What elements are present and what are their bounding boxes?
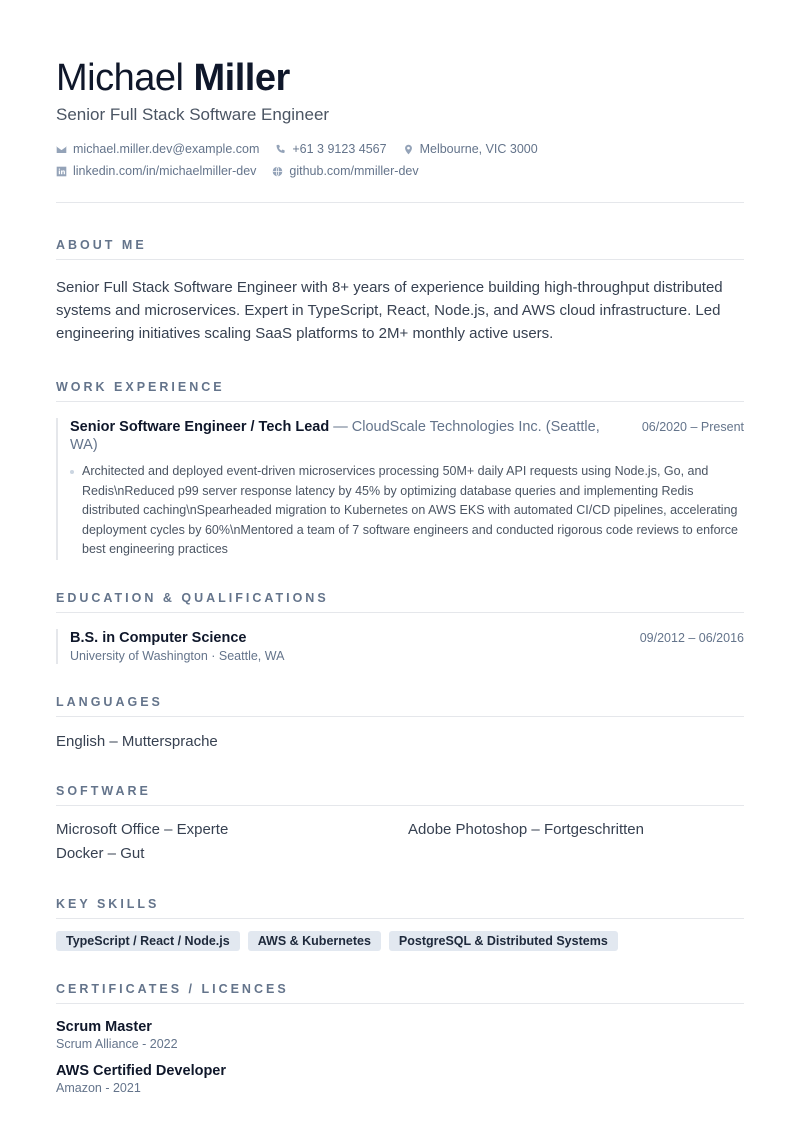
language-item: English – Muttersprache — [56, 732, 218, 750]
job-header — [70, 418, 744, 454]
education-entry — [56, 629, 744, 664]
job-company: — CloudScale Technologies Inc. (Seattle, WA) — [70, 419, 600, 453]
certificate-item — [56, 1062, 744, 1096]
software-section — [56, 783, 744, 866]
skill-chips — [56, 931, 744, 951]
education-dates: 09/2012 – 06/2016 — [639, 630, 744, 645]
certificate-name: Scrum Master — [56, 1018, 152, 1035]
software-heading: SOFTWARE — [56, 783, 744, 806]
github-contact[interactable] — [272, 164, 418, 178]
about-section — [56, 237, 744, 345]
skill-chip: PostgreSQL & Distributed Systems — [389, 931, 618, 951]
headline: Senior Full Stack Software Engineer — [56, 105, 330, 124]
degree-title: B.S. in Computer Science — [70, 629, 247, 646]
job-bullets — [70, 462, 744, 560]
location-contact — [403, 142, 538, 156]
linkedin-contact[interactable] — [56, 164, 256, 178]
contact-row-2 — [56, 160, 744, 182]
candidate-name — [56, 56, 744, 100]
phone-icon — [275, 144, 286, 155]
skills-heading: KEY SKILLS — [56, 896, 744, 919]
software-item: Docker – Gut — [56, 844, 145, 862]
experience-heading: WORK EXPERIENCE — [56, 379, 744, 402]
job-title-line — [70, 418, 630, 454]
experience-section — [56, 379, 744, 560]
education-heading: EDUCATION & QUALIFICATIONS — [56, 590, 744, 613]
languages-heading: LANGUAGES — [56, 694, 744, 717]
education-section — [56, 590, 744, 664]
email-contact[interactable] — [56, 142, 259, 156]
header-divider — [56, 202, 744, 203]
languages-section — [56, 694, 744, 753]
software-list — [56, 818, 744, 866]
skill-chip: TypeScript / React / Node.js — [56, 931, 240, 951]
contact-row-1 — [56, 138, 744, 160]
map-pin-icon — [403, 144, 414, 155]
phone-contact[interactable] — [275, 142, 386, 156]
certificates-section — [56, 981, 744, 1096]
certificate-issuer: Scrum Alliance - 2022 — [56, 1036, 178, 1051]
skill-chip: AWS & Kubernetes — [248, 931, 381, 951]
about-heading: ABOUT ME — [56, 237, 744, 260]
job-role: Senior Software Engineer / Tech Lead — [70, 419, 330, 435]
envelope-icon — [56, 144, 67, 155]
certificate-name: AWS Certified Developer — [56, 1062, 227, 1079]
linkedin-text: linkedin.com/in/michaelmiller-dev — [73, 164, 257, 178]
certificates-heading: CERTIFICATES / LICENCES — [56, 981, 744, 1004]
contact-info — [56, 138, 744, 182]
job-entry — [56, 418, 744, 560]
certificate-issuer: Amazon - 2021 — [56, 1080, 141, 1095]
school-name: University of Washington · Seattle, WA — [70, 648, 285, 663]
certificate-item — [56, 1018, 744, 1052]
skills-section — [56, 896, 744, 951]
phone-text: +61 3 9123 4567 — [292, 142, 387, 156]
software-item: Microsoft Office – Experte — [56, 820, 229, 838]
linkedin-icon — [56, 166, 67, 177]
globe-icon — [272, 166, 283, 177]
education-header — [70, 629, 744, 647]
about-text: Senior Full Stack Software Engineer with 8+ years of experience building high-throughput distributed systems and microservices. Expert in TypeScript, React, Node.js, and AWS cloud infrastructure. Led engineering initiatives scaling SaaS platforms to 2M+ monthly active users. — [56, 279, 723, 342]
first-name: Michael — [56, 57, 184, 99]
email-text: michael.miller.dev@example.com — [73, 142, 260, 156]
resume-header — [56, 56, 744, 203]
last-name: Miller — [193, 57, 290, 99]
job-dates: 06/2020 – Present — [641, 420, 744, 434]
software-item: Adobe Photoshop – Fortgeschritten — [408, 820, 644, 838]
job-bullet: Architected and deployed event-driven microservices processing 50M+ daily API requests using Node.js, Go, and Redis\nReduced p99 server response latency by 45% by optimizing database queries and implementing Redis distributed caching\nSpearheaded migration to Kubernetes on AWS EKS with automated CI/CD pipelines, accelerating deployment cycles by 60%\nMentored a team of 7 software engineers and conducted rigorous code reviews to enforce best engineering practices — [70, 462, 744, 560]
github-text: github.com/mmiller-dev — [289, 164, 419, 178]
location-text: Melbourne, VIC 3000 — [419, 142, 538, 156]
